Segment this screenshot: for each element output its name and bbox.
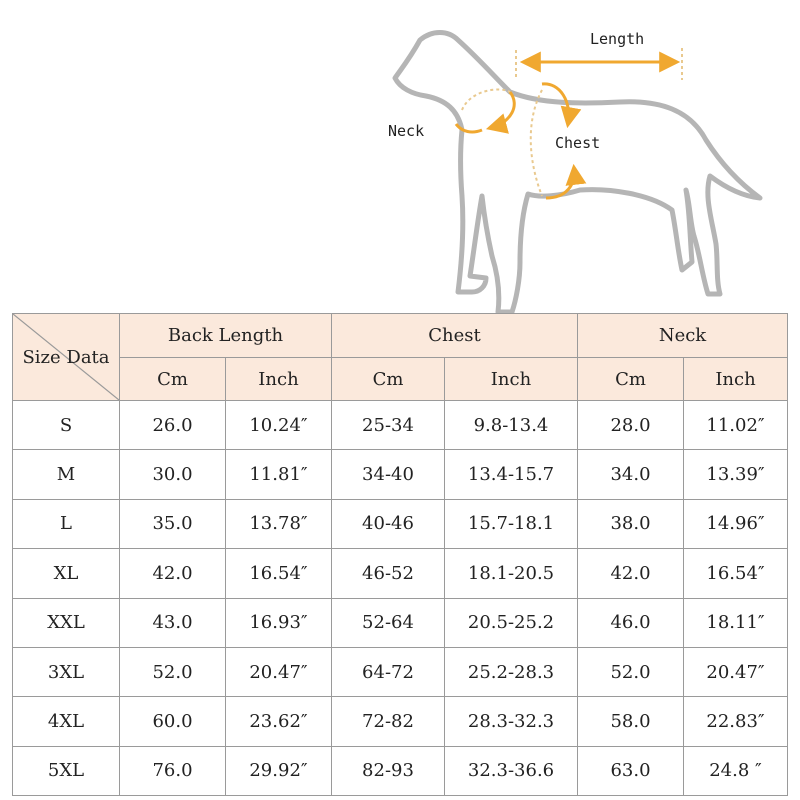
neck-inch-cell: 14.96″ <box>684 499 788 548</box>
chest-inch-cell: 28.3-32.3 <box>445 697 578 746</box>
back-length-inch-cell: 29.92″ <box>226 746 332 795</box>
chest-cm-cell: 34-40 <box>332 450 445 499</box>
neck-label: Neck <box>388 122 425 140</box>
size-cell: L <box>13 499 120 548</box>
table-row <box>13 697 788 746</box>
neck-cm-cell: 38.0 <box>578 499 684 548</box>
neck-cm-cell: 46.0 <box>578 598 684 647</box>
back-length-inch-cell: 11.81″ <box>226 450 332 499</box>
size-cell: XL <box>13 549 120 598</box>
unit-header: Inch <box>226 358 332 401</box>
table-row <box>13 549 788 598</box>
back-length-inch-cell: 20.47″ <box>226 647 332 696</box>
chest-inch-cell: 25.2-28.3 <box>445 647 578 696</box>
neck-inch-cell: 24.8 ″ <box>684 746 788 795</box>
size-cell: M <box>13 450 120 499</box>
neck-inch-cell: 18.11″ <box>684 598 788 647</box>
chest-cm-cell: 46-52 <box>332 549 445 598</box>
neck-cm-cell: 58.0 <box>578 697 684 746</box>
header-back-length: Back Length <box>120 314 332 358</box>
chest-cm-cell: 52-64 <box>332 598 445 647</box>
neck-cm-cell: 34.0 <box>578 450 684 499</box>
neck-inch-cell: 22.83″ <box>684 697 788 746</box>
chest-dashed-guide <box>531 90 542 196</box>
header-row-units <box>13 358 788 401</box>
chest-label: Chest <box>555 134 601 152</box>
chest-cm-cell: 25-34 <box>332 401 445 450</box>
back-length-cm-cell: 52.0 <box>120 647 226 696</box>
back-length-cm-cell: 60.0 <box>120 697 226 746</box>
back-length-inch-cell: 23.62″ <box>226 697 332 746</box>
chest-inch-cell: 18.1-20.5 <box>445 549 578 598</box>
chest-cm-cell: 64-72 <box>332 647 445 696</box>
neck-inch-cell: 13.39″ <box>684 450 788 499</box>
size-cell: 3XL <box>13 647 120 696</box>
back-length-inch-cell: 16.54″ <box>226 549 332 598</box>
chest-inch-cell: 13.4-15.7 <box>445 450 578 499</box>
neck-cm-cell: 42.0 <box>578 549 684 598</box>
size-cell: 4XL <box>13 697 120 746</box>
table-row <box>13 746 788 795</box>
unit-header: Cm <box>578 358 684 401</box>
chest-inch-cell: 9.8-13.4 <box>445 401 578 450</box>
chest-cm-cell: 82-93 <box>332 746 445 795</box>
unit-header: Inch <box>684 358 788 401</box>
neck-cm-cell: 63.0 <box>578 746 684 795</box>
header-chest: Chest <box>332 314 578 358</box>
chest-inch-cell: 20.5-25.2 <box>445 598 578 647</box>
corner-label: Size Data <box>22 346 110 368</box>
back-length-inch-cell: 16.93″ <box>226 598 332 647</box>
back-length-cm-cell: 30.0 <box>120 450 226 499</box>
chest-cm-cell: 40-46 <box>332 499 445 548</box>
chest-inch-cell: 32.3-36.6 <box>445 746 578 795</box>
back-length-cm-cell: 35.0 <box>120 499 226 548</box>
neck-cm-cell: 52.0 <box>578 647 684 696</box>
back-length-inch-cell: 10.24″ <box>226 401 332 450</box>
size-chart-table <box>12 313 788 796</box>
table-row <box>13 499 788 548</box>
unit-header: Inch <box>445 358 578 401</box>
length-label: Length <box>590 30 645 48</box>
back-length-cm-cell: 42.0 <box>120 549 226 598</box>
back-length-inch-cell: 13.78″ <box>226 499 332 548</box>
chest-cm-cell: 72-82 <box>332 697 445 746</box>
table-row <box>13 450 788 499</box>
dog-measurement-diagram <box>380 20 780 320</box>
neck-inch-cell: 20.47″ <box>684 647 788 696</box>
back-length-cm-cell: 76.0 <box>120 746 226 795</box>
unit-header: Cm <box>332 358 445 401</box>
back-length-cm-cell: 26.0 <box>120 401 226 450</box>
size-cell: 5XL <box>13 746 120 795</box>
table-row <box>13 647 788 696</box>
unit-header: Cm <box>120 358 226 401</box>
size-cell: S <box>13 401 120 450</box>
back-length-cm-cell: 43.0 <box>120 598 226 647</box>
header-neck: Neck <box>578 314 788 358</box>
header-row-groups <box>13 314 788 358</box>
neck-inch-cell: 11.02″ <box>684 401 788 450</box>
neck-inch-cell: 16.54″ <box>684 549 788 598</box>
neck-dashed-guide <box>462 89 510 110</box>
dog-silhouette <box>395 33 760 313</box>
neck-cm-cell: 28.0 <box>578 401 684 450</box>
table-row <box>13 401 788 450</box>
table-row <box>13 598 788 647</box>
corner-header <box>13 314 120 401</box>
neck-arrow <box>490 92 514 128</box>
size-cell: XXL <box>13 598 120 647</box>
chest-inch-cell: 15.7-18.1 <box>445 499 578 548</box>
